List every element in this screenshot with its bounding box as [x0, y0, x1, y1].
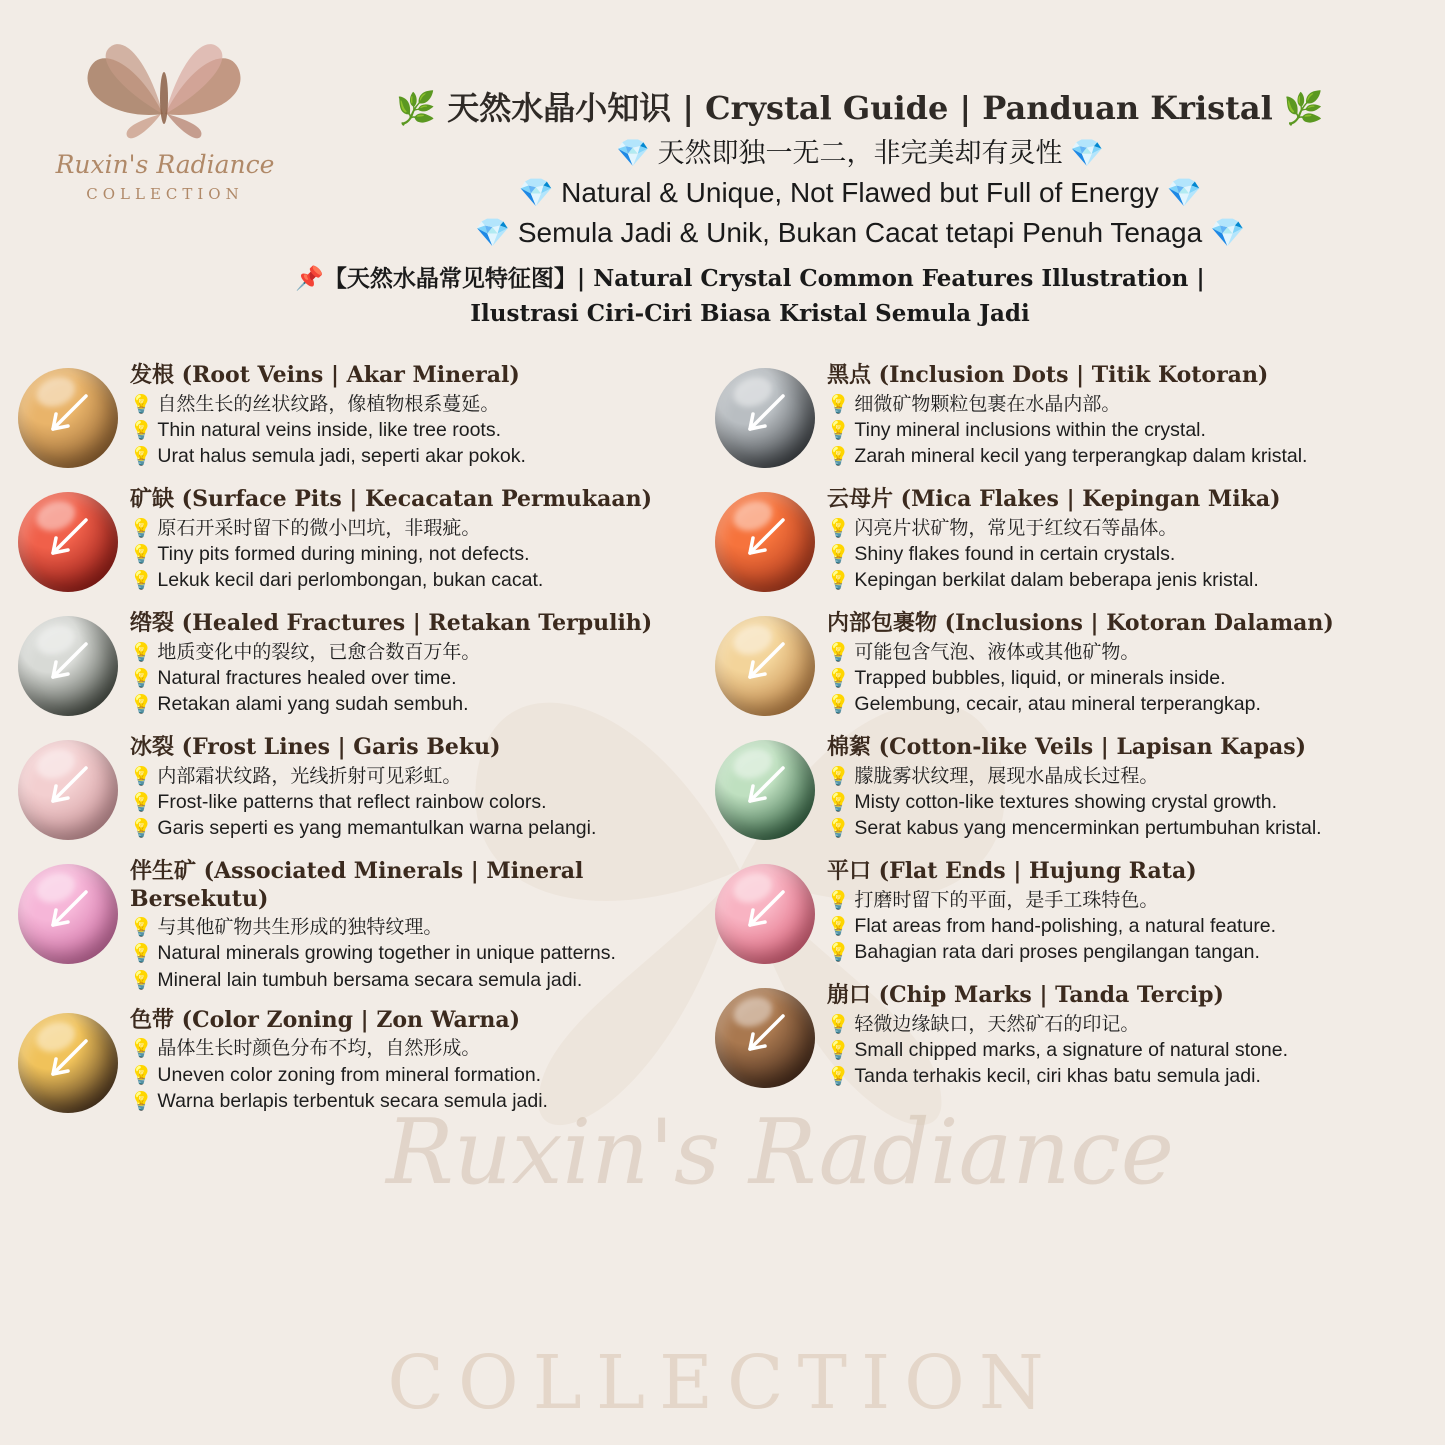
crystal-bead-image	[18, 740, 122, 844]
feature-item	[18, 360, 723, 472]
lightbulb-icon: 💡	[827, 915, 855, 936]
feature-desc-en	[827, 789, 1430, 815]
feature-desc-zh	[827, 640, 1430, 665]
lightbulb-icon: 💡	[130, 517, 158, 538]
feature-desc-zh	[130, 516, 723, 541]
crystal-bead	[715, 864, 815, 964]
page-title: 🌿 天然水晶小知识 | Crystal Guide | Panduan Kristal 🌿	[396, 89, 1324, 127]
feature-title: 色带 (Color Zoning | Zon Warna)	[130, 1006, 521, 1033]
feature-desc-zh	[827, 764, 1430, 789]
feature-title: 绺裂 (Healed Fractures | Retakan Terpulih)	[130, 610, 653, 636]
bead-highlight	[32, 1017, 79, 1057]
lightbulb-icon: 💡	[130, 1064, 158, 1085]
feature-title: 发根 (Root Veins | Akar Mineral)	[130, 362, 520, 388]
lightbulb-icon: 💡	[827, 889, 855, 910]
feature-desc-ms	[827, 939, 1430, 965]
watermark-collection-text: COLLECTION	[387, 1340, 1058, 1426]
feature-desc-ms	[130, 443, 723, 469]
lightbulb-icon: 💡	[130, 1090, 158, 1111]
feature-text	[827, 484, 1430, 593]
feature-text	[130, 484, 723, 593]
feature-title: 云母片 (Mica Flakes | Kepingan Mika)	[827, 486, 1281, 512]
feature-desc-ms-text: Tanda terhakis kecil, ciri khas batu semula jadi.	[854, 1065, 1261, 1088]
crystal-bead	[18, 368, 118, 468]
lightbulb-icon: 💡	[827, 1066, 855, 1087]
feature-desc-zh-text: 原石开采时留下的微小凹坑，非瑕疵。	[157, 517, 481, 539]
feature-desc-en-text: Natural fractures healed over time.	[157, 666, 457, 689]
feature-desc-ms-text: Zarah mineral kecil yang terperangkap dalam kristal.	[854, 445, 1308, 468]
feature-desc-ms-text: Retakan alami yang sudah sembuh.	[157, 693, 469, 716]
feature-desc-en	[827, 665, 1430, 691]
feature-desc-zh	[130, 392, 723, 417]
feature-desc-en-text: Small chipped marks, a signature of natural stone.	[854, 1038, 1288, 1061]
feature-desc-zh-text: 地质变化中的裂纹，已愈合数百万年。	[157, 641, 481, 663]
feature-desc-en-text: Tiny mineral inclusions within the crystal.	[854, 418, 1206, 441]
page-header	[300, 88, 1420, 254]
subheader-line-2: Ilustrasi Ciri-Ciri Biasa Kristal Semula Jadi	[470, 299, 1030, 327]
feature-desc-en-text: Misty cotton-like textures showing crystal growth.	[854, 790, 1278, 813]
crystal-bead-image	[715, 492, 819, 596]
subheader-line-1: 📌【天然水晶常见特征图】| Natural Crystal Common Features Illustration |	[295, 265, 1205, 292]
bead-highlight	[729, 992, 776, 1032]
feature-desc-ms-text: Warna berlapis terbentuk secara semula jadi.	[157, 1089, 548, 1112]
feature-item	[18, 856, 723, 993]
feature-desc-en	[130, 940, 723, 966]
lightbulb-icon: 💡	[827, 641, 855, 662]
feature-title: 伴生矿 (Associated Minerals | Mineral Bersekutu)	[130, 858, 584, 912]
feature-desc-zh-text: 打磨时留下的平面，是手工珠特色。	[854, 889, 1159, 911]
lightbulb-icon: 💡	[827, 517, 855, 538]
crystal-bead	[18, 1013, 118, 1113]
feature-desc-ms	[130, 815, 723, 841]
crystal-bead-image	[715, 864, 819, 968]
feature-desc-ms-text: Gelembung, cecair, atau mineral terperangkap.	[854, 693, 1261, 716]
feature-title: 冰裂 (Frost Lines | Garis Beku)	[130, 734, 501, 760]
feature-text	[130, 856, 723, 993]
feature-item	[18, 484, 723, 596]
feature-desc-en-text: Thin natural veins inside, like tree roots.	[157, 418, 502, 441]
crystal-bead-image	[18, 864, 122, 968]
crystal-bead-image	[715, 616, 819, 720]
feature-desc-ms	[827, 1063, 1430, 1089]
feature-desc-zh-text: 自然生长的丝状纹路，像植物根系蔓延。	[157, 393, 500, 415]
feature-desc-en-text: Flat areas from hand-polishing, a natural feature.	[854, 914, 1277, 937]
brand-logo	[30, 18, 300, 233]
feature-item	[715, 484, 1430, 596]
feature-desc-ms	[827, 691, 1430, 717]
lightbulb-icon: 💡	[130, 393, 158, 414]
crystal-bead-image	[715, 368, 819, 472]
lightbulb-icon: 💡	[130, 969, 158, 990]
feature-text	[827, 980, 1430, 1089]
crystal-bead	[18, 864, 118, 964]
feature-desc-en	[130, 665, 723, 691]
crystal-bead	[18, 740, 118, 840]
lightbulb-icon: 💡	[130, 694, 158, 715]
feature-item	[715, 980, 1430, 1092]
lightbulb-icon: 💡	[130, 917, 158, 937]
butterfly-logo-icon	[65, 18, 265, 148]
bead-highlight	[729, 496, 776, 536]
feature-desc-ms	[130, 967, 723, 993]
feature-desc-ms-text: Garis seperti es yang memantulkan warna pelangi.	[157, 817, 597, 840]
feature-desc-zh-text: 内部霜状纹路，光线折射可见彩虹。	[157, 765, 462, 787]
feature-column-left	[18, 360, 723, 1129]
feature-desc-ms	[130, 567, 723, 593]
feature-desc-ms	[827, 815, 1430, 841]
brand-name: Ruxin's Radiance	[55, 150, 275, 179]
feature-text	[130, 1005, 723, 1114]
bead-highlight	[32, 868, 79, 908]
feature-desc-zh-text: 与其他矿物共生形成的独特纹理。	[157, 917, 443, 938]
crystal-bead-image	[715, 988, 819, 1092]
lightbulb-icon: 💡	[130, 1038, 158, 1059]
feature-text	[827, 608, 1430, 717]
feature-desc-en	[827, 541, 1430, 567]
feature-desc-ms-text: Bahagian rata dari proses pengilangan tangan.	[854, 941, 1260, 964]
bead-highlight	[32, 744, 79, 784]
lightbulb-icon: 💡	[130, 419, 158, 440]
feature-title: 矿缺 (Surface Pits | Kecacatan Permukaan)	[130, 486, 653, 512]
feature-desc-zh	[827, 888, 1430, 913]
feature-desc-en	[827, 1037, 1430, 1063]
crystal-bead-image	[715, 740, 819, 844]
feature-text	[130, 732, 723, 841]
brand-subtitle: COLLECTION	[86, 185, 244, 203]
bead-highlight	[32, 372, 79, 412]
feature-desc-ms	[130, 691, 723, 717]
feature-desc-ms-text: Mineral lain tumbuh bersama secara semula jadi.	[157, 968, 583, 991]
lightbulb-icon: 💡	[130, 943, 158, 964]
feature-desc-ms-text: Kepingan berkilat dalam beberapa jenis kristal.	[854, 569, 1259, 592]
feature-text	[130, 360, 723, 469]
crystal-bead	[18, 616, 118, 716]
feature-item	[18, 608, 723, 720]
lightbulb-icon: 💡	[827, 419, 855, 440]
feature-desc-ms	[130, 1088, 723, 1114]
tagline-zh: 💎 天然即独一无二，非完美却有灵性 💎	[616, 137, 1104, 168]
feature-desc-en	[827, 913, 1430, 939]
lightbulb-icon: 💡	[130, 543, 158, 564]
feature-item	[715, 360, 1430, 472]
feature-desc-ms	[827, 443, 1430, 469]
crystal-bead	[18, 492, 118, 592]
bead-highlight	[729, 868, 776, 908]
lightbulb-icon: 💡	[130, 765, 158, 786]
feature-desc-ms	[827, 567, 1430, 593]
feature-item	[715, 856, 1430, 968]
feature-desc-ms-text: Urat halus semula jadi, seperti akar pokok.	[157, 445, 526, 468]
feature-text	[827, 856, 1430, 965]
bead-highlight	[729, 620, 776, 660]
lightbulb-icon: 💡	[130, 570, 158, 591]
page-subheader	[250, 262, 1250, 331]
feature-desc-ms-text: Lekuk kecil dari perlombongan, bukan cacat.	[157, 569, 544, 592]
feature-desc-zh-text: 朦胧雾状纹理，展现水晶成长过程。	[854, 765, 1159, 787]
feature-item	[18, 732, 723, 844]
lightbulb-icon: 💡	[827, 667, 855, 688]
feature-desc-zh	[130, 764, 723, 789]
crystal-bead-image	[18, 368, 122, 472]
lightbulb-icon: 💡	[827, 942, 855, 963]
feature-title: 平口 (Flat Ends | Hujung Rata)	[827, 858, 1197, 884]
feature-desc-en-text: Frost-like patterns that reflect rainbow colors.	[157, 790, 547, 813]
feature-item	[715, 732, 1430, 844]
feature-item	[18, 1005, 723, 1117]
bead-highlight	[32, 620, 79, 660]
lightbulb-icon: 💡	[827, 543, 855, 564]
feature-title: 棉絮 (Cotton-like Veils | Lapisan Kapas)	[827, 734, 1307, 760]
feature-desc-en	[130, 789, 723, 815]
crystal-bead	[715, 368, 815, 468]
crystal-bead	[715, 988, 815, 1088]
feature-desc-en-text: Uneven color zoning from mineral formation.	[157, 1063, 542, 1086]
feature-desc-en	[130, 541, 723, 567]
tagline-ms: 💎 Semula Jadi & Unik, Bukan Cacat tetapi Penuh Tenaga 💎	[475, 217, 1245, 249]
crystal-bead-image	[18, 1013, 122, 1117]
feature-text	[827, 732, 1430, 841]
lightbulb-icon: 💡	[827, 446, 855, 467]
feature-desc-zh-text: 细微矿物颗粒包裹在水晶内部。	[854, 393, 1121, 415]
lightbulb-icon: 💡	[827, 570, 855, 591]
feature-title: 内部包裹物 (Inclusions | Kotoran Dalaman)	[827, 610, 1334, 636]
feature-desc-en-text: Natural minerals growing together in unique patterns.	[157, 942, 616, 965]
bead-highlight	[32, 496, 79, 536]
lightbulb-icon: 💡	[827, 393, 855, 414]
feature-desc-en-text: Trapped bubbles, liquid, or minerals inside.	[854, 666, 1226, 689]
bead-highlight	[729, 744, 776, 784]
lightbulb-icon: 💡	[130, 791, 158, 812]
feature-desc-zh	[827, 392, 1430, 417]
feature-desc-en-text: Tiny pits formed during mining, not defects.	[157, 542, 530, 565]
crystal-bead-image	[18, 616, 122, 720]
feature-desc-zh	[130, 1036, 723, 1061]
crystal-bead	[715, 492, 815, 592]
feature-desc-zh	[827, 1012, 1430, 1037]
feature-desc-en-text: Shiny flakes found in certain crystals.	[854, 542, 1176, 565]
crystal-bead	[715, 740, 815, 840]
feature-desc-zh	[130, 640, 723, 665]
lightbulb-icon: 💡	[827, 791, 855, 812]
feature-desc-en	[130, 1062, 723, 1088]
feature-column-right	[715, 360, 1430, 1104]
crystal-bead-image	[18, 492, 122, 596]
lightbulb-icon: 💡	[130, 641, 158, 662]
feature-desc-zh-text: 晶体生长时颜色分布不均，自然形成。	[157, 1038, 481, 1060]
feature-desc-zh-text: 轻微边缘缺口，天然矿石的印记。	[854, 1013, 1140, 1035]
feature-desc-ms-text: Serat kabus yang mencerminkan pertumbuhan kristal.	[854, 817, 1322, 840]
lightbulb-icon: 💡	[827, 765, 855, 786]
tagline-en: 💎 Natural & Unique, Not Flawed but Full of Energy 💎	[518, 176, 1202, 208]
feature-title: 黑点 (Inclusion Dots | Titik Kotoran)	[827, 362, 1269, 388]
feature-text	[130, 608, 723, 717]
watermark-brand-script: Ruxin's Radiance	[386, 1100, 1174, 1205]
feature-desc-zh-text: 闪亮片状矿物，常见于红纹石等晶体。	[854, 517, 1178, 539]
feature-desc-en	[827, 417, 1430, 443]
lightbulb-icon: 💡	[827, 1013, 855, 1034]
feature-title: 崩口 (Chip Marks | Tanda Tercip)	[827, 982, 1224, 1008]
bead-highlight	[729, 372, 776, 412]
lightbulb-icon: 💡	[130, 667, 158, 688]
lightbulb-icon: 💡	[130, 818, 158, 839]
feature-desc-zh-text: 可能包含气泡、液体或其他矿物。	[854, 641, 1140, 663]
feature-text	[827, 360, 1430, 469]
feature-desc-zh	[130, 915, 723, 940]
lightbulb-icon: 💡	[130, 446, 158, 467]
feature-desc-zh	[827, 516, 1430, 541]
lightbulb-icon: 💡	[827, 818, 855, 839]
feature-desc-en	[130, 417, 723, 443]
lightbulb-icon: 💡	[827, 1039, 855, 1060]
crystal-bead	[715, 616, 815, 716]
lightbulb-icon: 💡	[827, 694, 855, 715]
feature-item	[715, 608, 1430, 720]
